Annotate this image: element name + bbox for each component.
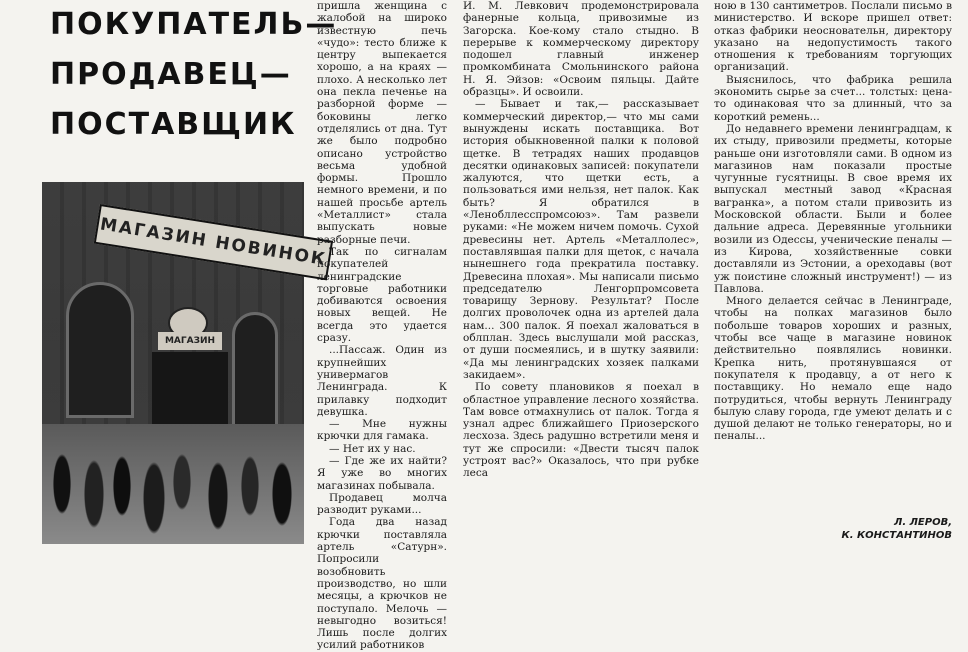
headline-line-1: ПОКУПАТЕЛЬ— xyxy=(50,7,338,42)
text-column-1 xyxy=(317,0,447,652)
arched-window-right xyxy=(232,312,278,428)
text-column-3 xyxy=(714,0,952,512)
paragraph: ною в 130 сантиметров. Послали письмо в министерство. И вскоре пришел ответ: отказ фабрики неосновательн, директору указано на недопустимость такого отношения к требованиям торгующих организаций. xyxy=(714,0,952,74)
paragraph: — Бывает и так,— рассказывает коммерческий директор,— что мы сами вынуждены искать поставщика. Вот история обыкновенной палки к половой щетке. В тетрадях наших продавцов десятки одинаковых записей: покупатели жалуются, что щетки есть, а пользоваться ими нельзя, нет палок. Как быть? Я обратился в «Ленобллесспромсоюз». Там развели руками: «Не можем ничем помочь. Сухой древесины нет. Артель «Металлолес», поставлявшая палки для щеток, с начала нынешнего года прекратила поставку. Древесина плохая». Мы написали письмо председателю Ленгорпромсовета товарищу Зернову. Результат? После долгих проволочек одна из артелей дала нам... 300 палок. Я поехал жаловаться в облплан. Здесь выслушали мой рассказ, от души посмеялись, и в шутку заявили: «Да мы ленинградских хозяек палками закидаем». xyxy=(463,98,699,381)
paragraph: — Нет их у нас. xyxy=(329,442,416,455)
paragraph: Года два назад крючки поставляла артель «Сатурн». Попросили возобновить производство, но шли месяцы, а крючков не поступало. Мелочь — невыгодно возиться! Лишь после долгих усилий работников xyxy=(317,516,447,652)
store-photo xyxy=(42,182,329,544)
author-1: Л. ЛЕРОВ, xyxy=(894,517,952,528)
paragraph: — Где же их найти? Я уже во многих магазинах побывала. xyxy=(317,454,447,492)
paragraph: Так по сигналам покупателей ленинградские торговые работники добиваются освоения новых вещей. Не всегда это удается сразу. xyxy=(317,245,447,345)
paragraph: ...Пассаж. Один из крупнейших универмагов Ленинграда. К прилавку подходит девушка. xyxy=(317,344,447,418)
paragraph: До недавнего времени ленинградцам, к их стыду, привозили предметы, которые раньше они изготовляли сами. В одном из магазинов нам показали простые чугунные гусятницы. В свое время их выпускал местный завод «Красная вагранка», а потом стали привозить из Московской области. Были и более дальние адреса. Деревянные угольники возили из Одессы, ученические пеналы — из Кирова, хозяйственные совки доставляли из Эстонии, а ореходавы (вот уж поистине сложный инструмент!) — из Павлова. xyxy=(714,122,952,295)
paragraph: По совету плановиков я поехал в областное управление лесного хозяйства. Там вовсе отмахнулись от палок. Тогда я узнал адрес ближайшего Приозерского лесхоза. Здесь радушно встретили меня и тут же спросили: «Двести тысяч палок устроят вас?» Оказалось, что при рубке леса xyxy=(463,381,699,480)
headline-line-3: ПОСТАВЩИК xyxy=(50,107,297,142)
paragraph: Продавец молча разводит руками... xyxy=(317,491,447,517)
text-column-2 xyxy=(463,0,699,544)
arched-window-left xyxy=(66,282,134,418)
paragraph: И. М. Левкович продемонстрировала фанерные кольца, привозимые из Загорска. Кое-кому стало стыдно. В перерыве к коммерческому директору подошел главный инженер промкомбината Смольнинского района Н. Я. Эйзов: «Освоим пяльцы. Дайте образцы». И освоили. xyxy=(463,0,699,99)
store-sign: МАГАЗИН НОВИНОК xyxy=(94,204,333,280)
headline xyxy=(50,0,338,150)
author-signature xyxy=(714,516,952,542)
shop-number-sign: МАГАЗИН xyxy=(158,332,222,350)
headline-line-2: ПРОДАВЕЦ— xyxy=(50,57,292,92)
street-crowd xyxy=(42,424,304,544)
author-2: К. КОНСТАНТИНОВ xyxy=(841,530,952,541)
paragraph: — Мне нужны крючки для гамака. xyxy=(317,418,447,443)
paragraph: Выяснилось, что фабрика решила экономить сырье за счет... толстых: цена-то одинаковая что за длинный, что за короткий ремень... xyxy=(714,73,952,123)
paragraph: пришла женщина с жалобой на широко известную печь «чудо»: тесто ближе к центру выпекается хорошо, а на краях — плохо. А несколько лет она пекла печенье на разборной форме — боковины легко отделялись от дна. Тут же было подробно описано устройство весьма удобной формы. Прошло немного времени, и по нашей просьбе артель «Металлист» стала выпускать новые разборные печи. xyxy=(317,0,447,246)
paragraph: Много делается сейчас в Ленинграде, чтобы на полках магазинов было побольше товаров хороших и разных, чтобы все чаще в магазине новинок действительно появлялись новинки. Крепка нить, протянувшаяся от покупателя к продавцу, а от него к поставщику. Но немало еще надо потрудиться, чтобы вернуть Ленинграду былую славу города, где умеют делать и с душой делают не только генераторы, но и пеналы... xyxy=(714,295,952,443)
